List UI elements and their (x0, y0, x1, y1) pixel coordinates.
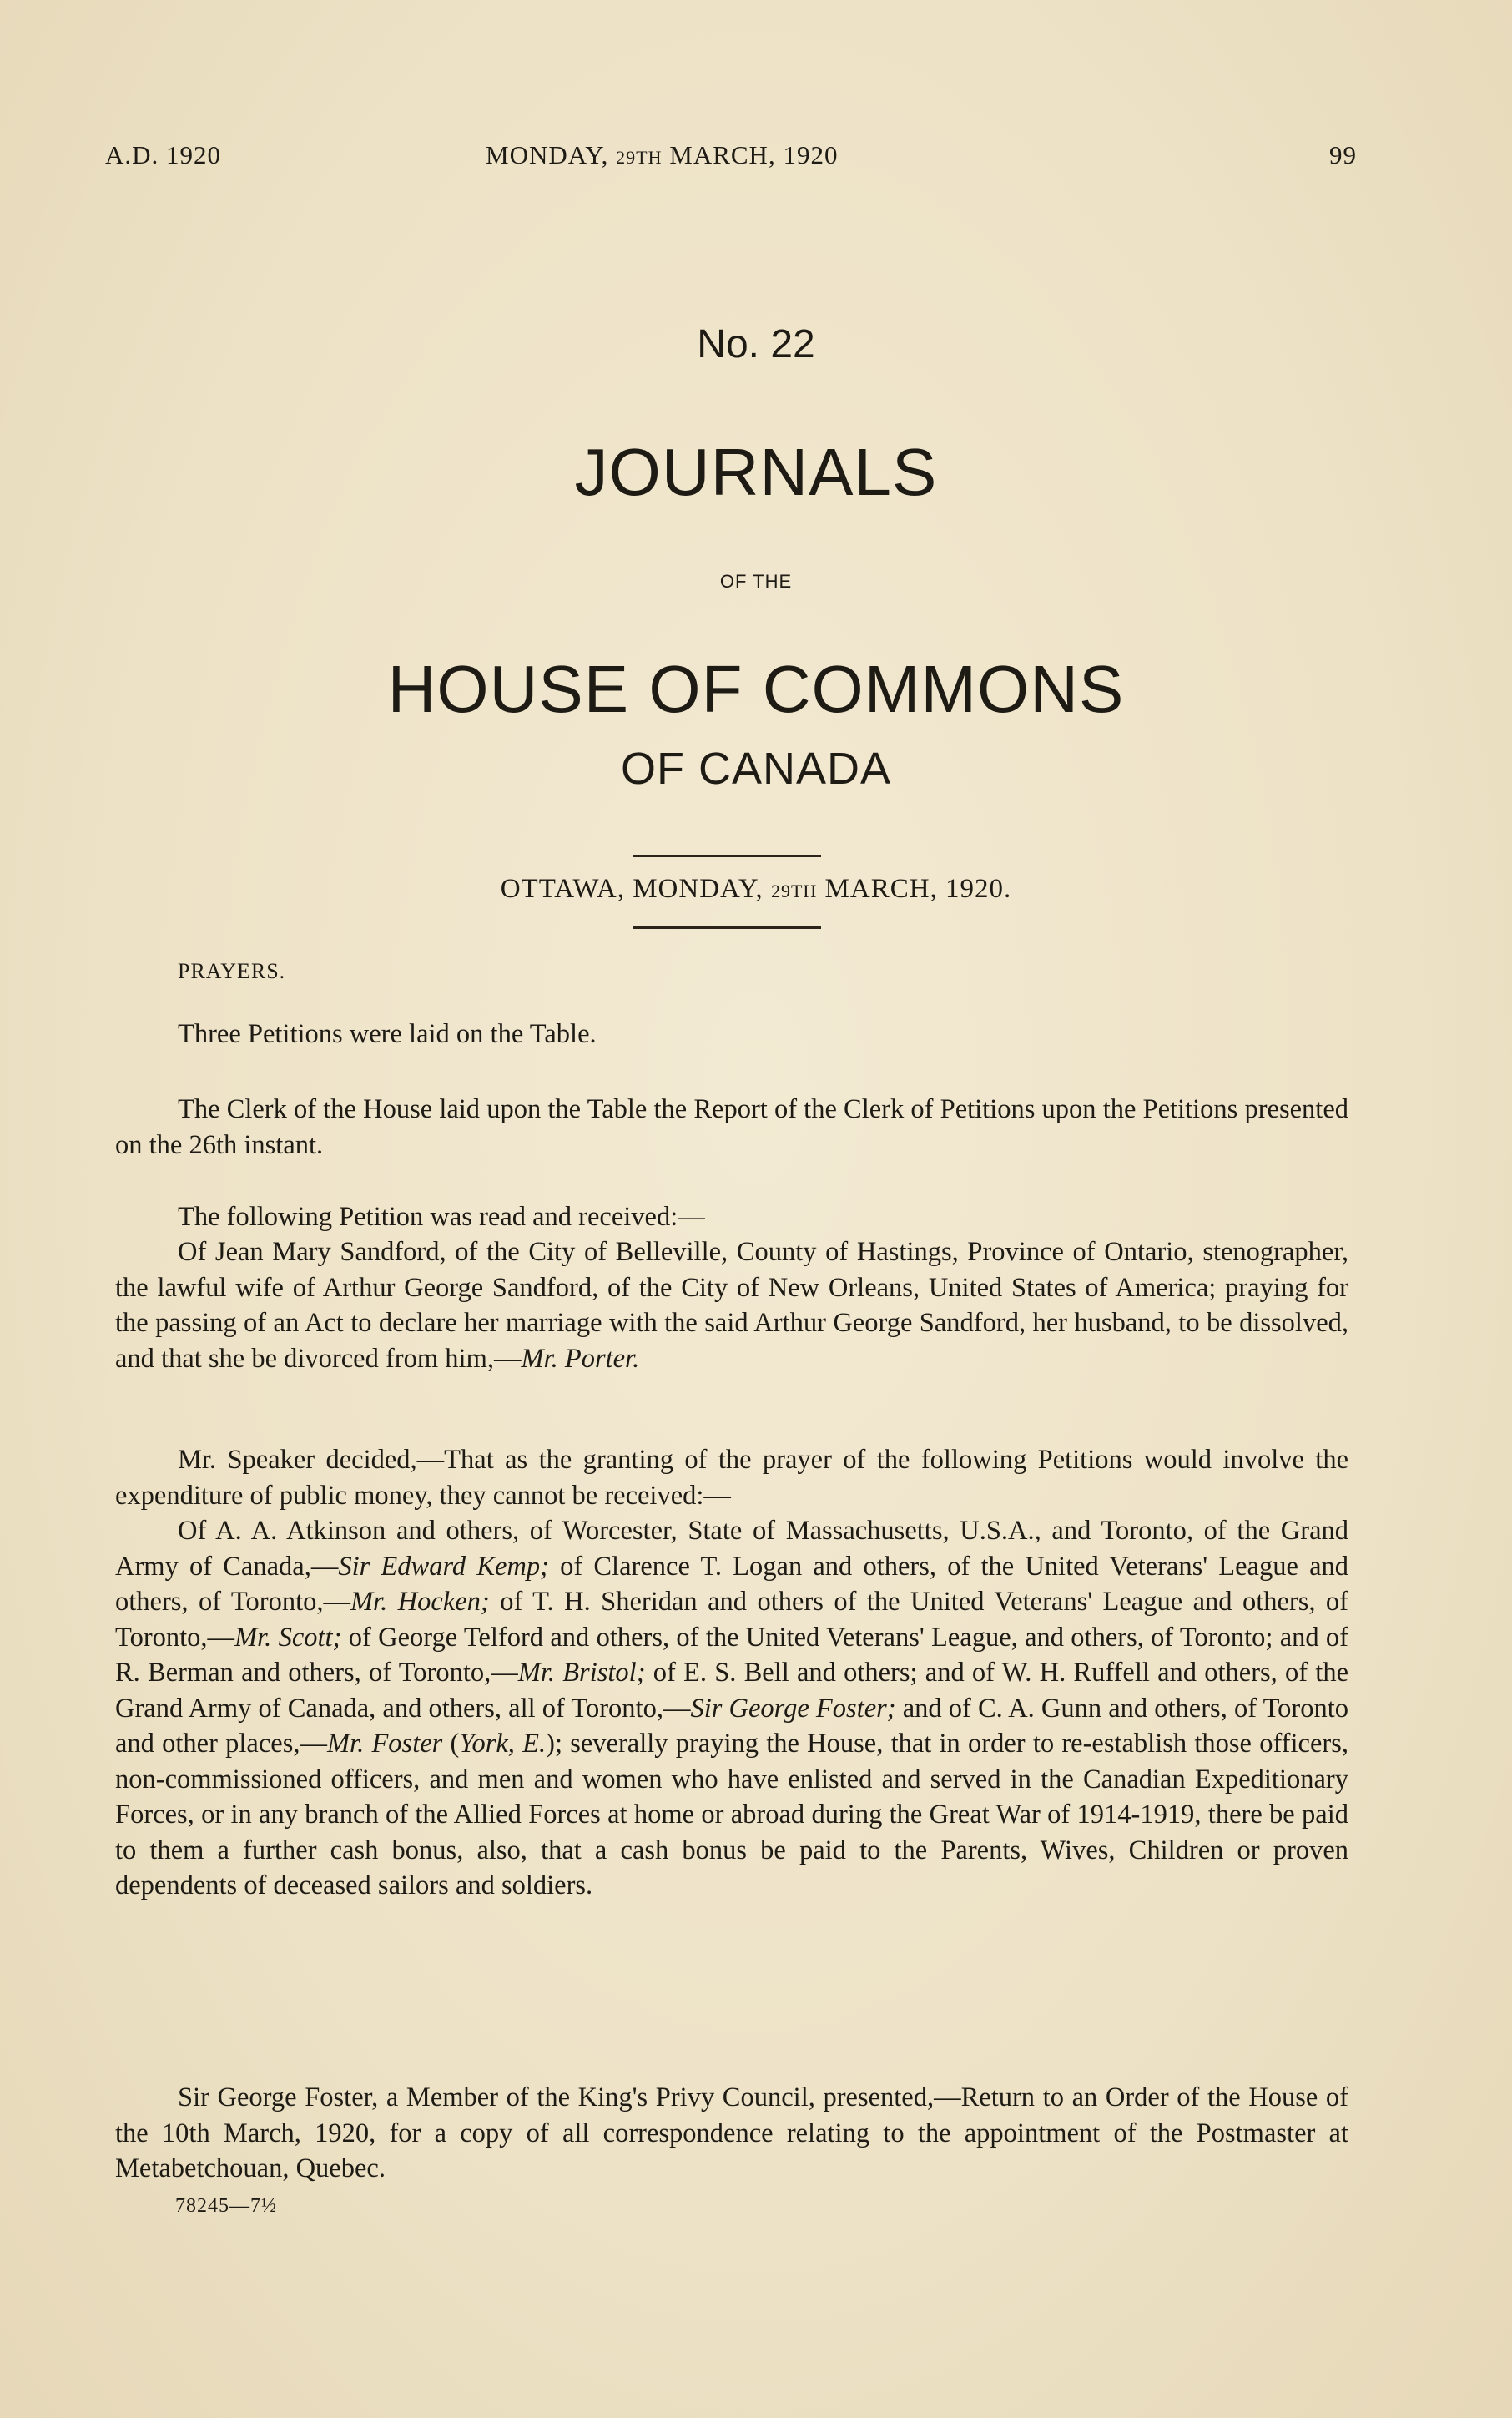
bonus-petition-member: Sir George Foster; (690, 1693, 896, 1724)
header-date-weekday: MONDAY, (486, 140, 609, 169)
clerk-report-text: The Clerk of the House laid upon the Table the Report of the Clerk of Petitions upon the Petitions presented on the 26th instant. (115, 1094, 1348, 1160)
bonus-petition-text: of Clarence T. Logan and others, of the United Veterans' League and others, of Toronto,— (115, 1551, 1348, 1617)
issue-number: No. 22 (697, 322, 815, 366)
house-of-commons-title: HOUSE OF COMMONS (387, 652, 1125, 726)
dateline-month: MARCH, 1920. (824, 874, 1012, 904)
bonus-petition-text: Of A. A. Atkinson and others, of Worcester, State of Massachusetts, U.S.A., and Toronto, of the Grand Army of Canada,— (115, 1516, 1348, 1582)
prayers-text: PRAYERS. (178, 959, 286, 983)
header-date-month: MARCH, 1920 (669, 140, 839, 169)
paragraph-speaker-decision (115, 1442, 1348, 1513)
paragraph-petition-received (115, 1199, 1348, 1235)
header-date (486, 140, 838, 170)
sandford-member: Mr. Porter. (521, 1343, 640, 1374)
dateline-place: OTTAWA, MONDAY, (500, 874, 764, 904)
bonus-petition-text: and of C. A. Gunn and others, of Toronto and other places,— (115, 1693, 1349, 1759)
paragraph-petitions-laid (115, 1017, 1348, 1053)
header-year: A.D. 1920 (105, 140, 222, 169)
bonus-petition-member: York, E. (459, 1729, 547, 1759)
sandford-text: Of Jean Mary Sandford, of the City of Belleville, County of Hastings, Province of Ontario, stenographer, the lawful wife of Arthur George Sandford, of the City of New Orleans, United States of America; praying for the passing of an Act to declare her marriage with the said Arthur George Sandford, her husband, to be dissolved, and that she be divorced from him,— (115, 1237, 1348, 1374)
prayers-heading (115, 954, 1348, 990)
bonus-petition-text: of T. H. Sheridan and others of the United Veterans' League and others, of Toronto,— (115, 1587, 1349, 1653)
of-the-subtitle: OF THE (719, 571, 793, 592)
bonus-petition-text: ( (442, 1729, 460, 1759)
paragraph-sandford-petition (115, 1234, 1348, 1376)
dateline-day: 29TH (770, 881, 818, 901)
bonus-petition-text: of E. S. Bell and others; and of W. H. Ruffell and others, of the Grand Army of Canada, and others, all of Toronto,— (115, 1658, 1348, 1724)
dateline (0, 874, 1512, 905)
bonus-petition-member: Mr. Bristol; (517, 1658, 646, 1688)
foster-return-text: Sir George Foster, a Member of the King's Privy Council, presented,—Return to an Order of the House of the 10th March, 1920, for a copy of all correspondence relating to the appointment of the Postmaster at Metabetchouan, Quebec. (115, 2082, 1348, 2183)
paragraph-foster-return (115, 2080, 1348, 2187)
of-canada-title: OF CANADA (620, 744, 892, 794)
paragraph-clerk-report (115, 1092, 1348, 1163)
divider-rule-top (633, 855, 821, 857)
bonus-petitions-end: ); severally praying the House, that in order to re-establish those officers, non-commissioned officers, and men and women who have enlisted and served in the Canadian Expeditionary Forces, or in any branch of the Allied Forces at home or abroad during the Great War of 1914-1919, there be paid to them a further cash bonus, also, that a cash bonus be paid to the Parents, Wives, Children or proven dependents of deceased sailors and soldiers. (115, 1729, 1348, 1901)
bonus-petition-member: Mr. Scott; (234, 1622, 342, 1653)
divider-rule-bottom (633, 926, 821, 929)
petitions-laid-text: Three Petitions were laid on the Table. (178, 1019, 597, 1049)
bonus-petitions (115, 1513, 1348, 1904)
sandford-petition (115, 1234, 1348, 1376)
running-head (105, 140, 1357, 174)
print-folio: 78245—7½ (175, 2195, 277, 2217)
header-date-day: 29TH (616, 147, 663, 168)
petition-received-text: The following Petition was read and received:— (178, 1202, 705, 1232)
bonus-petition-text: of George Telford and others, of the United Veterans' League, and others, of Toronto; and of R. Berman and others, of Toronto,— (115, 1622, 1348, 1688)
bonus-petition-member: Sir Edward Kemp; (338, 1551, 549, 1582)
bonus-petition-member: Mr. Hocken; (350, 1587, 490, 1617)
paragraph-bonus-petitions (115, 1513, 1348, 1904)
page-number: 99 (1329, 140, 1357, 169)
journals-title: JOURNALS (574, 435, 938, 509)
speaker-decision-text: Mr. Speaker decided,—That as the granting of the prayer of the following Petitions would involve the expenditure of public money, they cannot be received:— (115, 1445, 1348, 1511)
bonus-petition-member: Mr. Foster (326, 1729, 443, 1759)
